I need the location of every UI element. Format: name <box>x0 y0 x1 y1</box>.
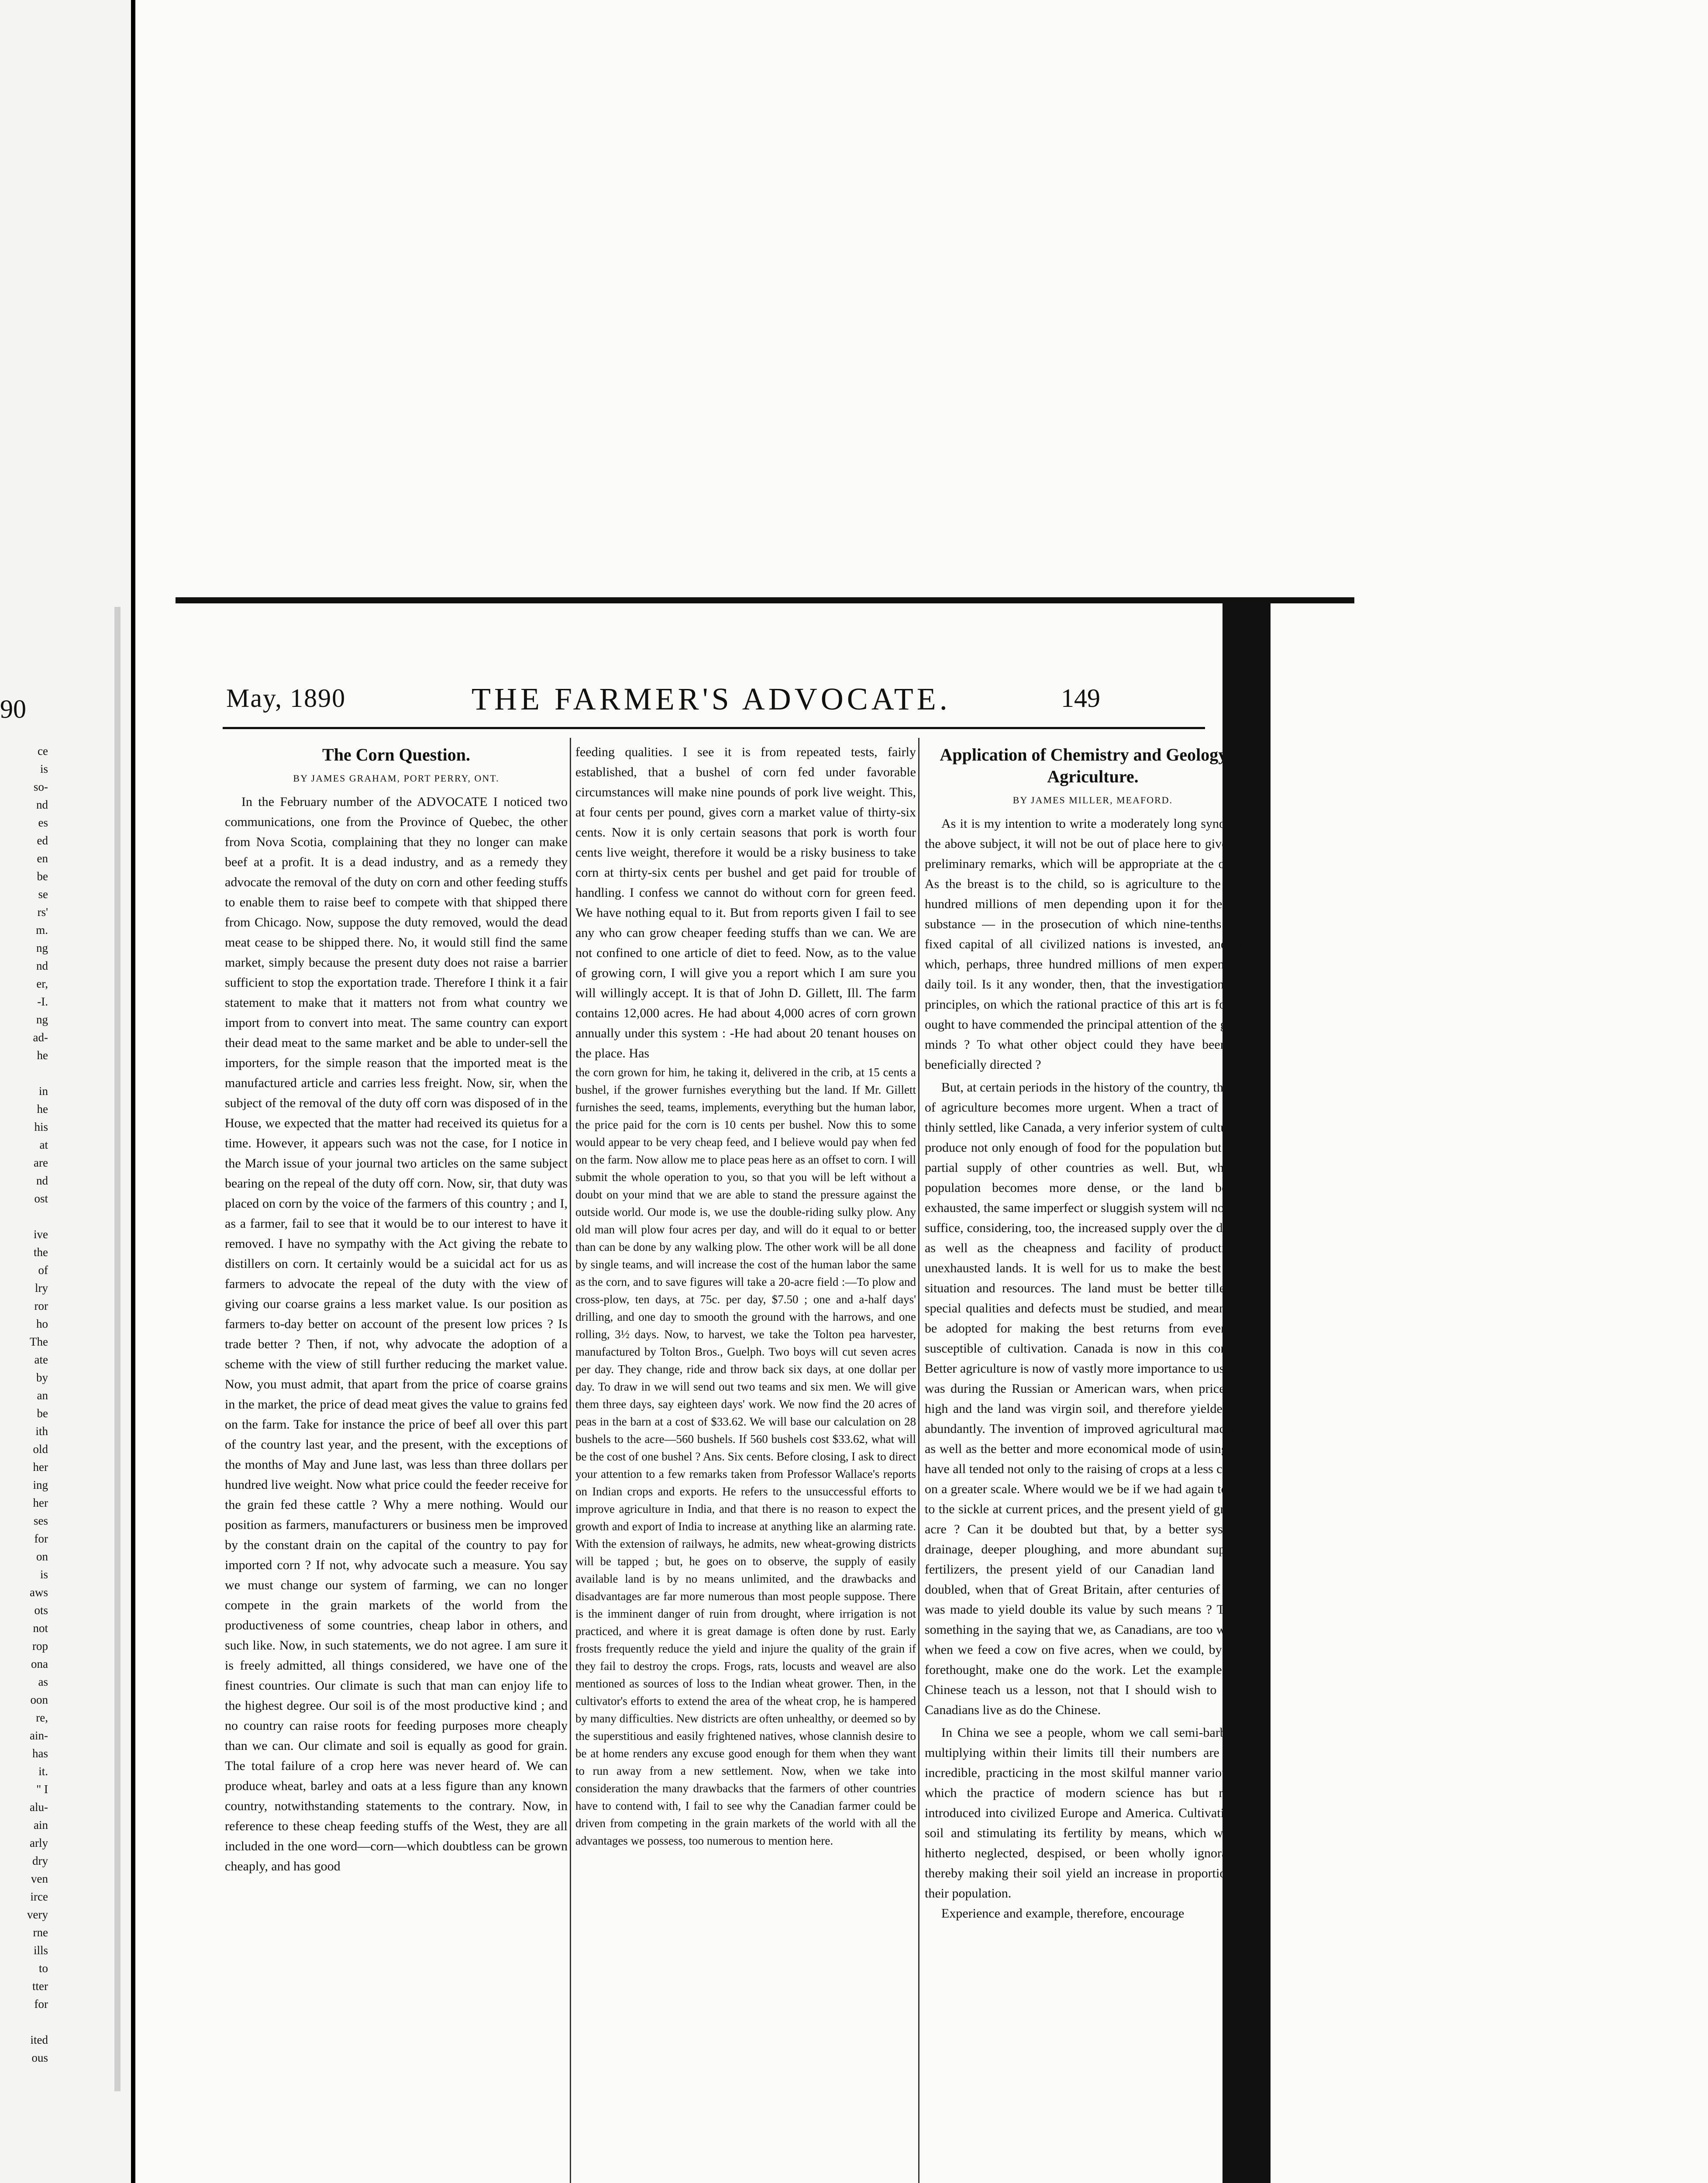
left-fragment-line: her <box>33 1496 48 1509</box>
article-paragraph: Experience and example, therefore, encourage <box>941 1906 1185 1921</box>
article-paragraph: As it is my intention to write a moderately long synopsis of the above subject, it will not be out of place here to give a few preliminary remarks, which will be appropriate at the outstart. As the breast is to the child, so is agriculture to the fifteen hundred millions of men depending upon it for their very substance — in the prosecution of which nine-tenths of the fixed capital of all civilized nations is invested, and upon which, perhaps, three hundred millions of men expend their daily toil. Is it any wonder, then, that the investigation of the principles, on which the rational practice of this art is founded, ought to have commended the principal attention of the greatest minds ? To what other object could they have been more beneficially directed ? <box>925 816 1261 1072</box>
left-fragment-line: her <box>33 1460 48 1474</box>
left-fragment-line: oon <box>30 1693 48 1706</box>
left-fragment-line: old <box>33 1443 48 1456</box>
column-1 <box>225 742 568 1877</box>
left-fragment-line: rop <box>32 1639 48 1653</box>
left-fragment-line: ng <box>36 1013 48 1026</box>
left-fragment-line: ven <box>31 1872 48 1885</box>
left-fragment-line: an <box>37 1389 48 1402</box>
left-fragment-line: on <box>36 1550 48 1563</box>
left-fragment-line: tter <box>32 1980 48 1993</box>
left-fragment-line: m. <box>36 923 48 937</box>
left-facing-page <box>0 0 131 2183</box>
left-fragment-line: the <box>34 1246 48 1259</box>
left-fragment-line: -I. <box>37 995 48 1008</box>
page-number: 149 <box>1061 684 1100 713</box>
left-fragment-line: he <box>37 1102 48 1116</box>
article-paragraph: In the February number of the ADVOCATE I noticed two communications, one from the Province of Quebec, the other from Nova Scotia, complaining that they no longer can make beef at a profit. It is a dead industry, and as a remedy they advocate the removal of the duty on corn and other feeding stuffs to enable them to raise beef to compete with that shipped there from Chicago. Now, suppose the duty removed, would the dead meat cease to be shipped there. No, it would still find the same market, simply because the present duty does not raise a barrier sufficient to stop the exportation trade. Therefore I think it a fair statement to make that it matters not from what country we import from to convert into meat. The same country can export their dead meat to the same market and be able to under-sell the importers, for the simple reason that the imported meat is the manufactured article and carries less freight. Now, sir, when the subject of the removal of the duty off corn was disposed of in the House, we expected that the matter had received its quietus for a time. However, it appears such was not the case, for I notice in the March issue of your journal two articles on the same subject bearing on the repeal of the duty off corn. Now, sir, that duty was placed on corn by the voice of the farmers of this country ; and I, as a farmer, fail to see that it would be to our interest to have it removed. I have no sympathy with the Act giving the rebate to distillers on corn. It certainly would be a suicidal act for us as farmers to advocate the repeal of the duty with the view of giving our coarse grains a less market value. Is our position as farmers to-day better on account of the present low prices ? Is trade better ? Then, if not, why advocate the adoption of a scheme with the view of still further reducing the market value. Now, you must admit, that apart from the price of coarse grains in the market, the price of dead meat gives the value to grains fed on the farm. Take for instance the price of beef all over this part of the country last year, and the present, with the exceptions of the months of May and June last, was less than three dollars per hundred live weight. Now what price could the feeder receive for the grain fed these cattle ? Why a mere nothing. Would our position as farmers, manufacturers or business men be improved by the constant drain on the capital of the country to pay for imported corn ? If not, why advocate such a measure. You say we must change our system of farming, we can no longer compete in the grain markets of the world from the productiveness of some countries, cheap labor in others, and such like. Now, in such statements, we do not agree. I am sure it is freely admitted, all things considered, we have one of the finest countries. Our climate is such that man can enjoy life to the highest degree. Our soil is of the most productive kind ; and no country can raise roots for feeding purposes more cheaply than we can. Our climate and soil is equally as good for grain. The total failure of a crop here was never heard of. We can produce wheat, barley and oats at a less figure than any known country, notwithstanding statements to the contrary. Now, in reference to these cheap feeding stuffs of the West, they are all included in the one word—corn—which doubtless can be grown cheaply, and has good <box>225 795 568 1873</box>
left-fragment-line: very <box>27 1908 48 1921</box>
left-fragment-line <box>0 1064 48 1082</box>
article-paragraph: In China we see a people, whom we call semi-barbarians, multiplying within their limits till their numbers are almost incredible, practicing in the most skilful manner various arts, which the practice of modern science has but recently introduced into civilized Europe and America. Cultivating this soil and stimulating its fertility by means, which we have hitherto neglected, despised, or been wholly ignorant of, thereby making their soil yield an increase in proportion with their population. <box>925 1725 1261 1901</box>
left-fragment-line: ing <box>33 1478 48 1491</box>
left-fragment-line: ost <box>34 1192 48 1205</box>
left-fragment-line: ce <box>38 744 48 758</box>
left-fragment-line: ith <box>35 1425 48 1438</box>
left-fragment-line: is <box>40 1568 48 1581</box>
article-title: The Corn Question. <box>322 745 470 764</box>
article-title: Application of Chemistry and Geology to Agriculture. <box>940 745 1246 786</box>
left-fragment-line: ive <box>34 1228 48 1241</box>
left-fragment-line: be <box>37 1407 48 1420</box>
left-fragment-line: ho <box>36 1317 48 1330</box>
left-fragment-line: for <box>34 1532 48 1545</box>
left-fragment-line: ots <box>34 1604 48 1617</box>
left-fragment-line: ror <box>34 1299 48 1312</box>
left-fragment-line: aws <box>30 1586 48 1599</box>
left-fragment-line: in <box>38 1085 48 1098</box>
left-fragment-line: irce <box>30 1890 48 1903</box>
left-fragment-line: nd <box>36 1174 48 1187</box>
article-byline: BY JAMES MILLER, MEAFORD. <box>1012 795 1173 806</box>
left-fragment-line: ona <box>31 1657 48 1670</box>
left-fragment-line: dry <box>32 1854 48 1867</box>
left-fragment-line: ous <box>31 2051 48 2064</box>
left-fragment-line: it. <box>38 1765 48 1778</box>
column-rule <box>918 738 919 2183</box>
left-page-number: 90 <box>0 695 26 723</box>
left-fragment-line: ain- <box>30 1729 48 1742</box>
article-paragraph: feeding qualities. I see it is from repeated tests, fairly established, that a bushel of corn fed under favorable circumstances will make nine pounds of pork live weight. This, at four cents per pound, gives corn a market value of thirty-six cents. Now it is only certain seasons that pork is worth four cents live weight, therefore it would be a risky business to take corn at thirty-six cents per bushel and get paid for trouble of handling. I confess we cannot do without corn for green feed. We have nothing equal to it. But from reports given I fail to see any who can grow cheaper feeding stuffs than we can. We are not confined to one article of diet to feed. Now, as to the value of growing corn, I will give you a report which I am sure you will willingly accept. It is that of John D. Gillett, Ill. The farm contains 12,000 acres. He had about 4,000 acres of corn grown annually under this system : -He had about 20 tenant houses on the place. Has <box>575 745 916 1061</box>
left-fragment-line: arly <box>30 1836 48 1849</box>
left-fragment-line: is <box>40 762 48 775</box>
left-fragment-line <box>0 2013 48 2031</box>
left-fragment-line: ills <box>33 1944 48 1957</box>
left-fragment-line <box>0 1208 48 1226</box>
left-fragment-line: of <box>38 1264 48 1277</box>
left-fragment-line: as <box>38 1675 48 1688</box>
issue-date: May, 1890 <box>226 684 346 713</box>
left-fragment-line: ain <box>34 1818 48 1832</box>
left-fragment-line: his <box>34 1120 48 1133</box>
left-fragment-line: so- <box>34 780 48 793</box>
column-2 <box>575 742 916 1849</box>
left-fragment-line: ate <box>34 1353 48 1366</box>
left-fragment-line: by <box>36 1371 48 1384</box>
left-fragment-line: en <box>37 852 48 865</box>
left-fragment-line: rne <box>33 1926 48 1939</box>
left-fragment-line: be <box>37 870 48 883</box>
article-byline: BY JAMES GRAHAM, PORT PERRY, ONT. <box>293 773 499 784</box>
masthead-title: THE FARMER'S ADVOCATE. <box>472 682 951 716</box>
article-paragraph: the corn grown for him, he taking it, delivered in the crib, at 15 cents a bushel, if the grower furnishes everything but the land. If Mr. Gillett furnishes the seed, teams, implements, everything but the human labor, the price paid for the corn is 10 cents per bushel. Now this to some would appear to be very cheap feed, and I believe would pay when fed on the farm. Now allow me to place peas here as an offset to corn. I will submit the whole operation to you, so that you will be left without a doubt on your mind that we are able to stand the pressure against the outside world. Our mode is, we use the double-riding sulky plow. Any old man will plow four acres per day, and will do it equal to or better than can be done by any walking plow. The other work will be all done by single teams, and will increase the cost of the human labor the same as the corn, and to save figures will take a 20-acre field :—To plow and cross-plow, ten days, at 75c. per day, $7.50 ; one and a-half days' drilling, and one day to smooth the ground with the harrows, and one rolling, 3½ days. Now, to harvest, we take the Tolton pea harvester, manufactured by Tolton Bros., Guelph. Two boys will cut seven acres per day. They change, ride and throw back six days, at one dollar per day. To draw in we will send out two teams and six men. We will give them three days, say eighteen days' work. We now find the 20 acres of peas in the barn at a cost of $33.62. We will base our calculation on 28 bushels to the acre—560 bushels. If 560 bushels cost $33.62, what will be the cost of one bushel ? Ans. Six cents. Before closing, I ask to direct your attention to a few remarks taken from Professor Wallace's reports on Indian crops and exports. He refers to the unsuccessful efforts to improve agriculture in India, and that there is no reason to expect the growth and export of India to increase at anything like an alarming rate. With the extension of railways, he admits, new wheat-growing districts will be tapped ; but, he goes on to observe, the supply of easily available land is by no means unlimited, and the drawbacks and disadvantages are far more numerous than most people suppose. There is the imminent danger of ruin from drought, where irrigation is not practiced, and where it is great damage is often done by rust. Early frosts frequently reduce the yield and injure the quality of the grain if they fail to destroy the crops. Frogs, rats, locusts and weavel are also mentioned as sources of loss to the Indian wheat grower. Then, in the cultivator's efforts to extend the area of the wheat crop, he is hampered by many difficulties. New districts are often unhealthy, or deemed so by the superstitious and easily frightened natives, whose clannish desire to be at home renders any excuse good enough for them when they want to run away from a new settlement. Now, when we take into consideration the many drawbacks that the farmers of other countries have to contend with, I fail to see why the Canadian farmer could be driven from competing in the grain markets of the world with all the advantages we possess, too numerous to mention here. <box>575 1066 916 1847</box>
left-fragment-line: nd <box>36 959 48 972</box>
left-fragment-line: are <box>34 1156 48 1169</box>
left-fragment-line: ses <box>34 1514 48 1527</box>
left-fragment-line: er, <box>36 977 48 990</box>
left-fragment-line: re, <box>36 1711 48 1724</box>
header-rule <box>223 727 1205 729</box>
left-fragment-line: rs' <box>37 906 48 919</box>
left-fragment-line: ed <box>37 834 48 847</box>
column-3 <box>925 742 1261 1924</box>
page-gutter <box>114 607 121 2091</box>
left-fragment-line: ited <box>30 2033 48 2046</box>
article-paragraph: But, at certain periods in the history of the country, the study of agriculture becomes more urgent. When a tract of land is thinly settled, like Canada, a very inferior system of culture will produce not only enough of food for the population but for the partial supply of other countries as well. But, when the population becomes more dense, or the land becomes exhausted, the same imperfect or sluggish system will no longer suffice, considering, too, the increased supply over the demand, as well as the cheapness and facility of production on unexhausted lands. It is well for us to make the best of our situation and resources. The land must be better tilled ; its special qualities and defects must be studied, and means must be adopted for making the best returns from every part susceptible of cultivation. Canada is now in this condition. Better agriculture is now of vastly more importance to us than it was during the Russian or American wars, when prices were high and the land was virgin soil, and therefore yielded more abundantly. The invention of improved agricultural machinery, as well as the better and more economical mode of using them, have all tended not only to the raising of crops at a less cost, but on a greater scale. Where would we be if we had again to resort to the sickle at current prices, and the present yield of grain per acre ? Can it be doubted but that, by a better system of drainage, deeper ploughing, and more abundant supply of fertilizers, the present yield of our Canadian land can be doubled, when that of Great Britain, after centuries of tillage, was made to yield double its value by such means ? There is something in the saying that we, as Canadians, are too well off, when we feed a cow on five acres, when we could, by a little forethought, make one do the work. Let the example of the Chinese teach us a lesson, not that I should wish to see the Canadians live as do the Chinese. <box>925 1080 1261 1717</box>
left-fragment-line: es <box>38 816 48 829</box>
left-fragment-line: ng <box>36 941 48 954</box>
left-fragment-line: lry <box>35 1281 48 1295</box>
page-frame-top <box>176 597 1354 603</box>
left-fragment-line: alu- <box>30 1801 48 1814</box>
column-rule <box>570 738 571 2183</box>
left-fragment-line: " I <box>36 1783 48 1796</box>
left-fragment-line: he <box>37 1049 48 1062</box>
left-fragment-line: at <box>39 1138 48 1151</box>
left-fragment-line: se <box>38 888 48 901</box>
left-fragment-line: not <box>33 1622 48 1635</box>
left-fragment-line: nd <box>36 798 48 811</box>
left-fragment-line: ad- <box>33 1031 48 1044</box>
left-fragment-line: The <box>30 1335 48 1348</box>
left-fragment-line: has <box>32 1747 48 1760</box>
left-fragment-line: for <box>34 1997 48 2011</box>
left-fragment-line: to <box>38 1962 48 1975</box>
left-page-fragment <box>0 742 48 2067</box>
